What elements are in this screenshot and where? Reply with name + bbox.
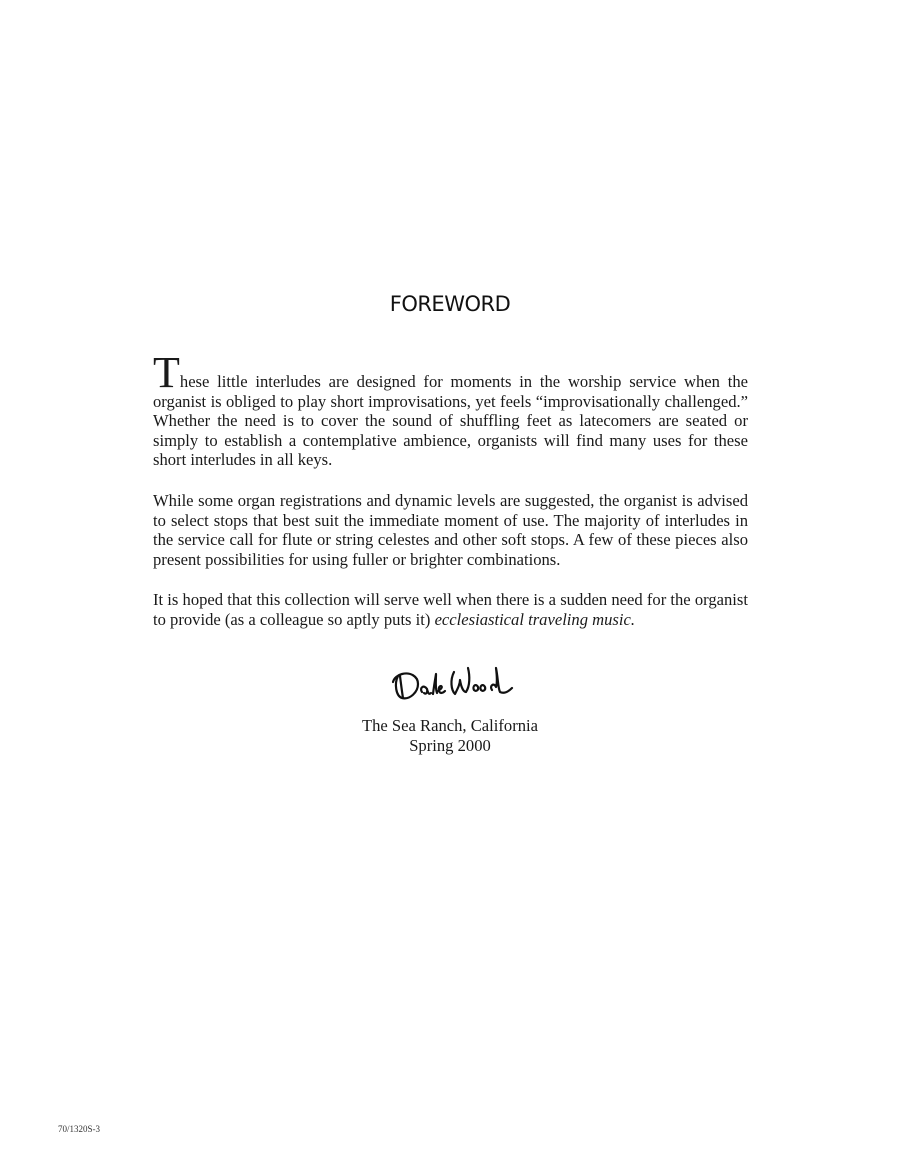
paragraph-1-text: hese little interludes are designed for moments in the worship service when the organist is obliged to play short improvisations, yet feels “improvisationally challenged.” Whether the need is to cover the sound of shuffling feet as latecomers are seated or simply to establish a contemplative ambience, organists will find many uses for these short interludes in all keys. bbox=[153, 372, 748, 470]
signature-date: Spring 2000 bbox=[409, 736, 491, 755]
page-title: FOREWORD bbox=[389, 292, 511, 316]
paragraph-3-italic: ecclesiastical traveling music. bbox=[434, 609, 636, 629]
foreword-body bbox=[153, 348, 748, 651]
author-signature bbox=[388, 662, 516, 714]
drop-cap: T bbox=[153, 348, 180, 397]
signature-place: The Sea Ranch, California bbox=[361, 716, 539, 735]
paragraph-2: While some organ registrations and dynamic levels are suggested, the organist is advised to select stops that best suit the immediate moment of use. The majority of interludes in the service call for flute or string celestes and other soft stops. A few of these pieces also present possibilities for using fuller or brighter combinations. bbox=[153, 490, 748, 569]
signature-icon bbox=[388, 662, 516, 714]
catalog-code: 70/1320S-3 bbox=[58, 1124, 101, 1134]
paragraph-3-text: It is hoped that this collection will serve well when there is a sudden need for the organist to provide (as a colleague so aptly puts it) bbox=[153, 590, 748, 629]
paragraph-1 bbox=[153, 348, 748, 470]
signature-block bbox=[0, 716, 900, 756]
paragraph-3 bbox=[153, 590, 748, 629]
